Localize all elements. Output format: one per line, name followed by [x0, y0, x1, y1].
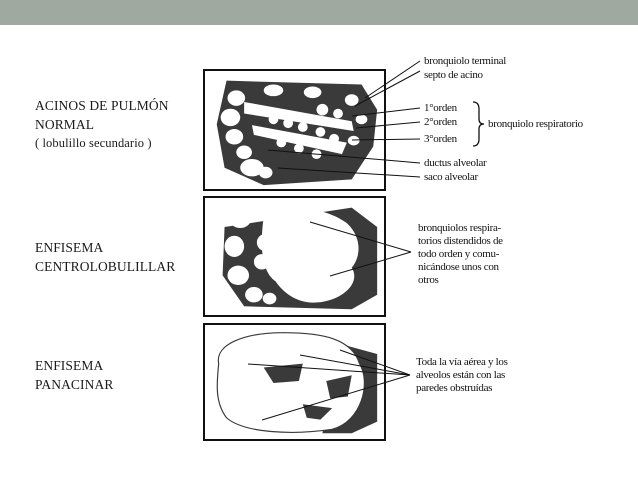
- panacinar-description-line: Toda la vía aérea y los: [416, 356, 508, 368]
- label-orden-2: 2°orden: [424, 116, 457, 128]
- section2-title-line1: ENFISEMA: [35, 240, 104, 255]
- centrolobular-description-line: torios distendidos de: [418, 235, 503, 247]
- label-orden-1: 1°orden: [424, 102, 457, 114]
- centrolobular-description-line: todo orden y comu-: [418, 248, 500, 260]
- panacinar-description-line: alveolos están con las: [416, 369, 506, 381]
- label-ductus-alveolar: ductus alveolar: [424, 157, 487, 169]
- centrolobular-description-line: otros: [418, 274, 439, 286]
- section3-title-line2: PANACINAR: [35, 377, 114, 392]
- label-orden-3: 3°orden: [424, 133, 457, 145]
- panacinar-description-line: paredes obstruídas: [416, 382, 493, 394]
- centrolobular-description-line: nicándose unos con: [418, 261, 499, 273]
- centrolobular-description: [418, 222, 568, 287]
- label-bronquiolo-terminal: bronquiolo terminal: [424, 55, 506, 67]
- panacinar-description: [416, 356, 586, 395]
- centrolobular-description-line: bronquiolos respira-: [418, 222, 501, 234]
- label-septo-de-acino: septo de acino: [424, 69, 483, 81]
- section2-title-line2: CENTROLOBULILLAR: [35, 259, 176, 274]
- section3-title-line1: ENFISEMA: [35, 358, 104, 373]
- section1-title-line1: ACINOS DE PULMÓN: [35, 98, 169, 113]
- section1-title-line2: NORMAL: [35, 117, 95, 132]
- section1-subtitle: ( lobulillo secundario ): [35, 136, 152, 150]
- label-saco-alveolar: saco alveolar: [424, 171, 478, 183]
- label-bronquiolo-respiratorio: bronquiolo respiratorio: [488, 118, 583, 130]
